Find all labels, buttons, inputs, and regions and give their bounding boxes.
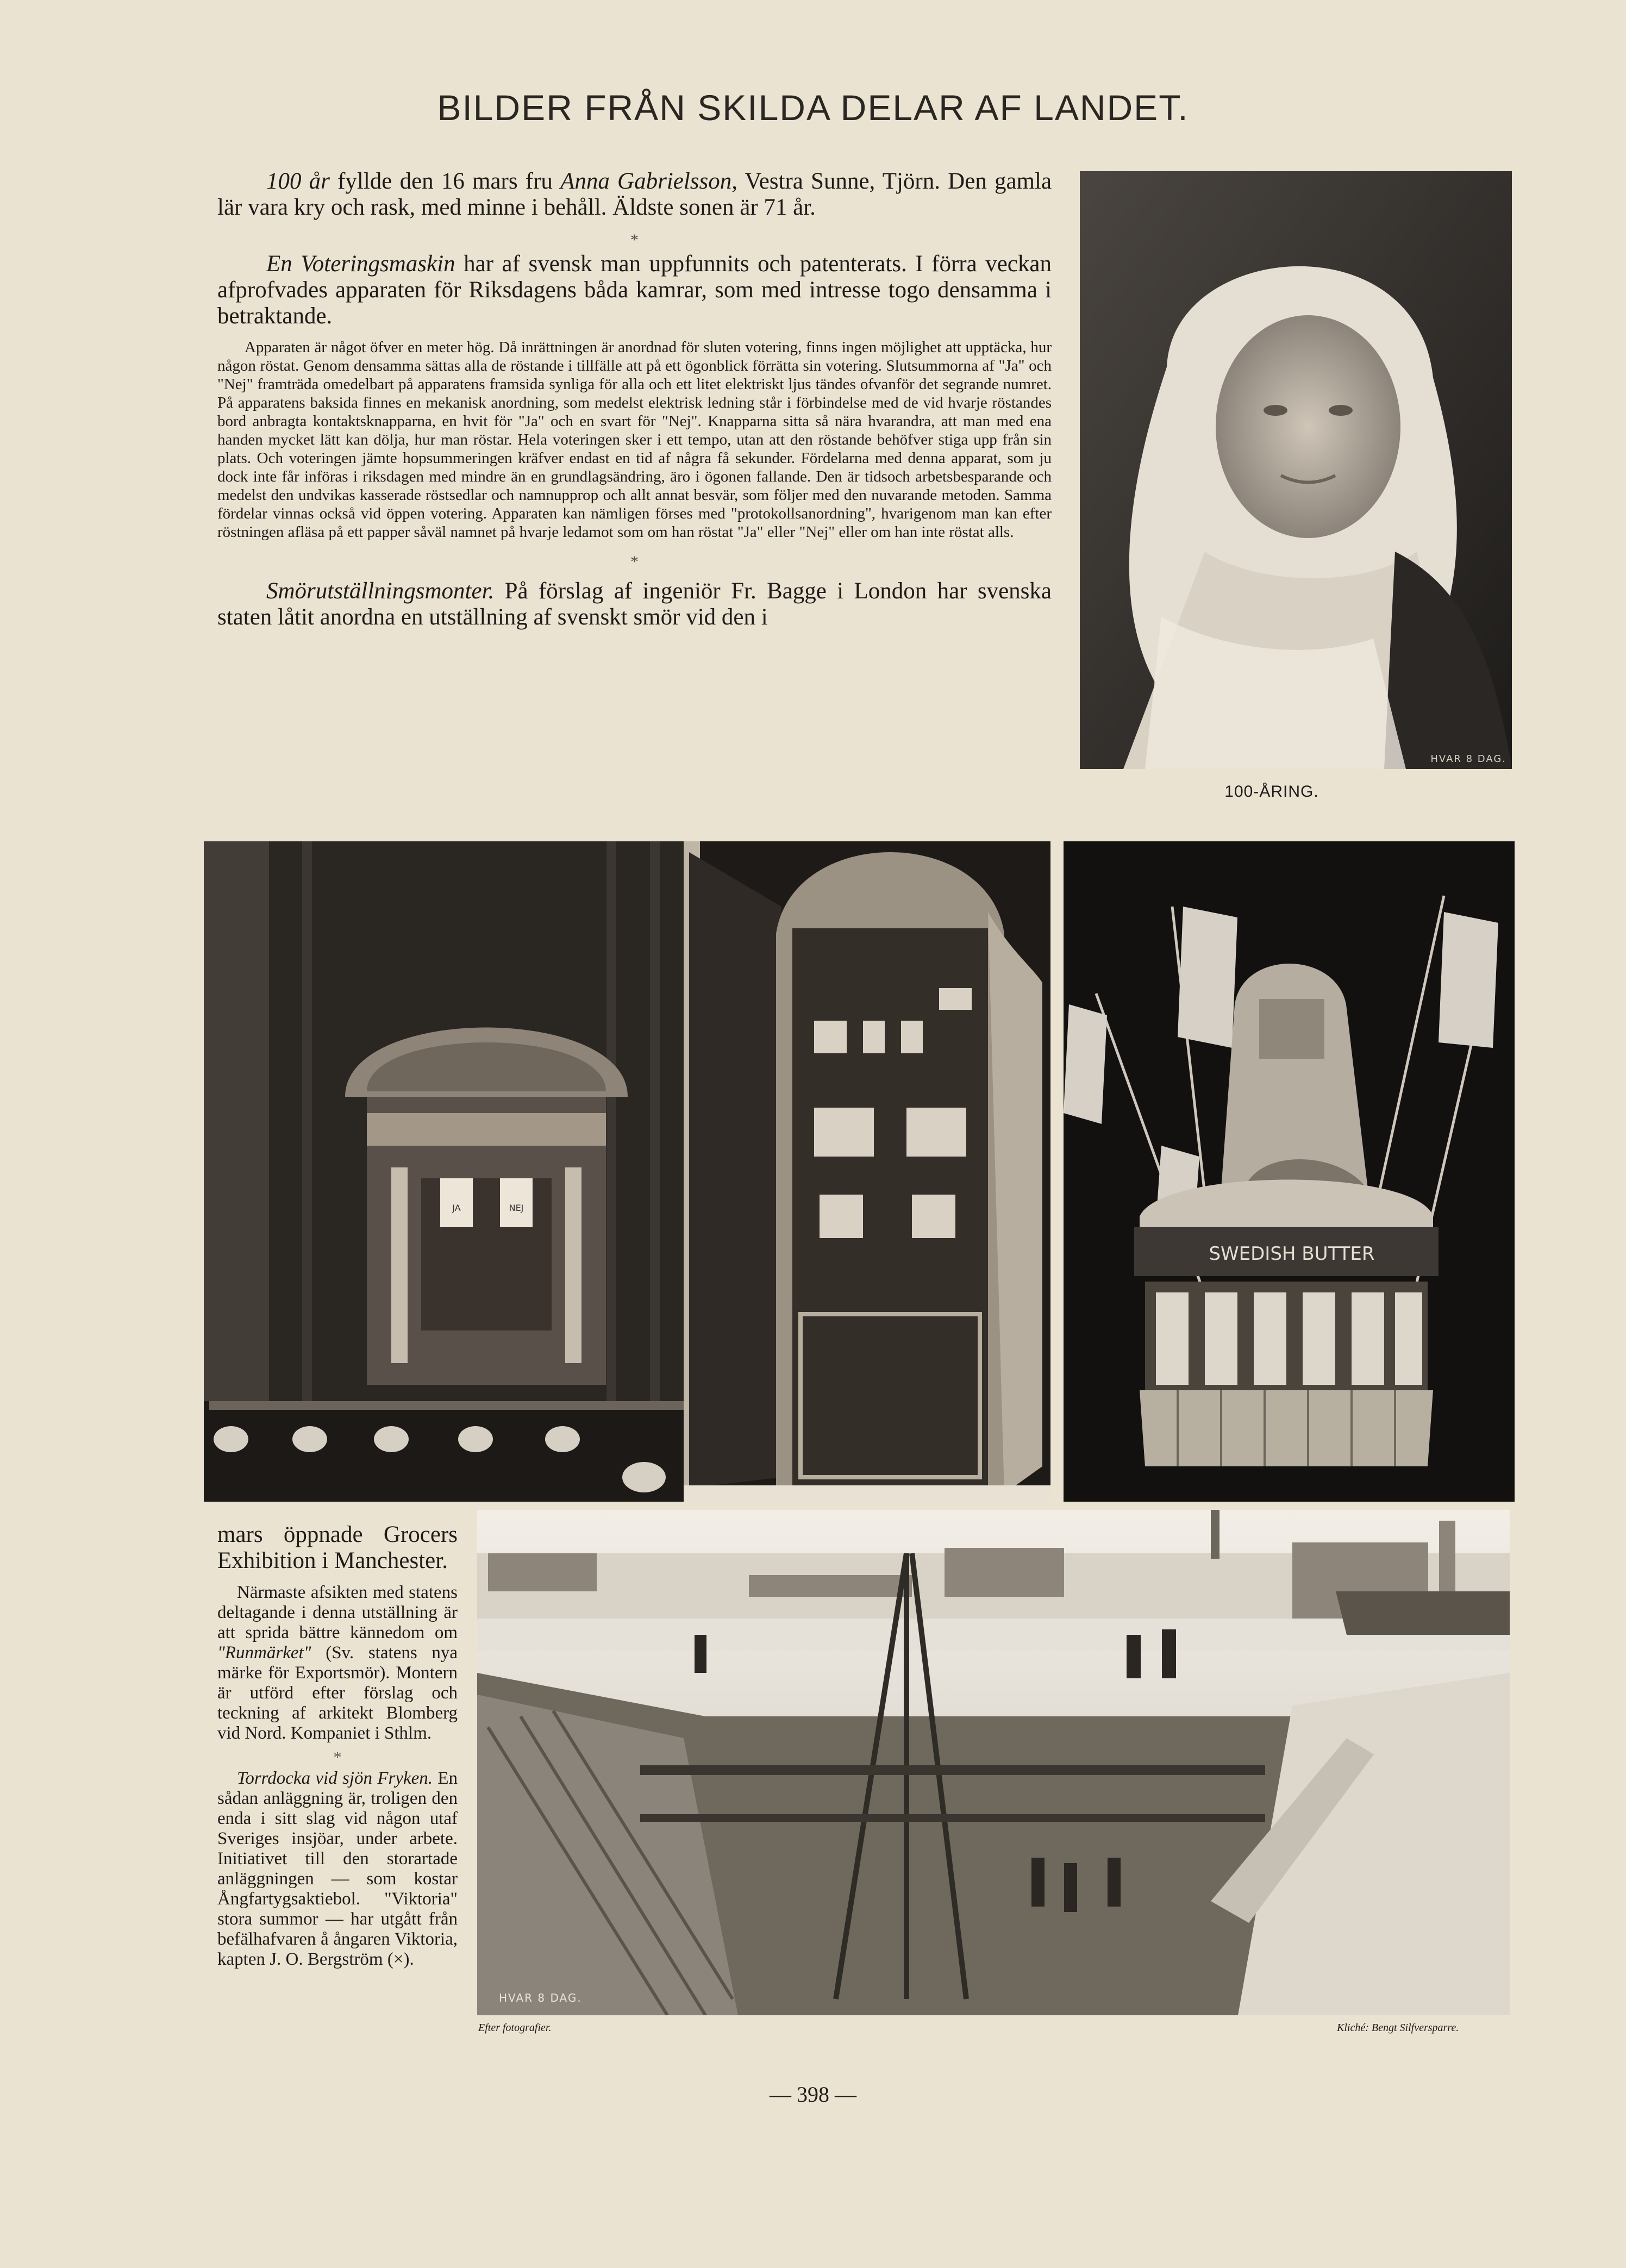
portrait-photo-centenarian <box>1080 171 1512 769</box>
article-centenarian-lead: 100 år <box>266 168 330 194</box>
machine-label-ja: JA <box>452 1203 461 1213</box>
article-butter-detail-a: Närmaste afsikten med statens deltagande i denna utställning är att sprida bättre kännedom om <box>217 1583 458 1642</box>
separator-star: * <box>630 231 639 249</box>
text-column-bottom <box>217 1522 458 1973</box>
photo-butter-exhibition-booth <box>1064 841 1515 1502</box>
article-voting-detail <box>217 338 1052 541</box>
text-column-top <box>217 168 1052 639</box>
article-voting-machine <box>217 251 1052 329</box>
cliche-credit: Kliché: Bengt Silfversparre. <box>1337 2022 1459 2034</box>
watermark: HVAR 8 DAG. <box>499 1991 582 2004</box>
article-voting-detail-text: Apparaten är något öfver en meter hög. Då inrättningen är anordnad för sluten votering, finns ingen möjlighet att upptäcka, hur någon röstat. Genom densamma sättas alla de röstande i tillfälle att på ett ögonblick förrätta sin votering. Slutsummorna af "Ja" och "Nej" framträda omedelbart på apparatens framsida synliga för alla och ett litet elektriskt ljus tändes ofvanför det segrande numret. På apparatens baksida finnes en mekanisk anordning, som medelst elektrisk ledning står i förbindelse med de vid hvarje röstandes bord anbragta kontaktsknapparna, en hvit för "Ja" och en svart för "Nej". Knapparna sitta så nära hvarandra, att man med ena handen mycket lätt kan dölja, hur man röstar. Hela voteringen sker i ett tempo, utan att den röstande behöfver stiga upp från sin plats. Och voteringen jämte hopsummeringen kräfver endast en tid af några få sekunder. Fördelarna med denna apparat, som ju dock inte får införas i riksdagen med mindre än en grundlagsändring, äro i ögonen fallande. Den är tidsoch arbetsbesparande och medelst den undvikas kasserade röstsedlar och namnupprop och allt annat besvär, som följer med den nuvarande metoden. Samma fördelar vinnas också vid öppen votering. Apparaten kan nämligen förses med "protokollsanordning", hvarigenom man kan efter röstningen afläsa på ett papper såväl namnet på hvarje ledamot som om han röstat "Ja" eller "Nej" eller om han inte röstat alls. <box>217 339 1052 541</box>
article-butter-detail <box>217 1583 458 1744</box>
article-centenarian-name: Anna Gabrielsson, <box>560 168 738 194</box>
watermark: HVAR 8 DAG. <box>1430 753 1506 765</box>
article-voting-lead: En Voteringsmaskin <box>266 251 455 277</box>
photo-voting-machine-front <box>204 841 693 1502</box>
article-butter-booth <box>217 578 1052 630</box>
page-title: BILDER FRÅN SKILDA DELAR AF LANDET. <box>437 88 1189 128</box>
article-butter-lead: Smörutställningsmonter. <box>266 578 495 604</box>
article-dry-dock-lead: Torrdocka vid sjön Fryken. <box>237 1769 433 1788</box>
machine-label-nej: NEJ <box>509 1203 524 1213</box>
portrait-caption: 100-ÅRING. <box>1224 783 1319 801</box>
article-centenarian-text: fyllde den 16 mars fru <box>329 168 561 194</box>
article-centenarian-rest: Vestra Sunne, Tjörn. Den gamla lär vara kry och rask, med minne i behåll. Äldste sonen är 71 år. <box>217 168 1052 220</box>
photo-voting-machine-open <box>684 841 1050 1502</box>
page-number: — 398 — <box>770 2082 856 2107</box>
article-butter-text: På förslag af ingeniör Fr. Bagge i London har svenska staten låtit anordna en utställning af svenskt smör vid den i <box>217 578 1052 630</box>
article-butter-detail-runmarket: "Runmärket" <box>217 1643 311 1663</box>
booth-sign: SWEDISH BUTTER <box>1209 1243 1375 1265</box>
article-butter-continued: mars öppnade Grocers Exhibition i Manchester. <box>217 1522 458 1573</box>
article-centenarian <box>217 168 1052 221</box>
separator-star: * <box>630 553 639 571</box>
article-voting-text: har af svensk man uppfunnits och patenterats. I förra veckan afprofvades apparaten för Riksdagens båda kamrar, som med intresse togo densamma i betraktande. <box>217 251 1052 329</box>
photo-credit: Efter fotografier. <box>478 2022 552 2034</box>
separator-star: * <box>333 1748 342 1766</box>
photo-dry-dock-fryken <box>477 1510 1510 2015</box>
article-dry-dock-text: En sådan anläggning är, troligen den enda i sitt slag vid någon utaf Sveriges insjöar, under arbete. Initiativet till den storartade anläggningen — som kostar Ångfartygsaktiebol. "Viktoria" stora summor — har utgått från befälhafvaren å ångaren Viktoria, kapten J. O. Bergström (×). <box>217 1769 458 1969</box>
article-dry-dock <box>217 1769 458 1970</box>
article-butter-detail-b: (Sv. statens nya märke för Exportsmör). Montern är utförd efter förslag och teckning af arkitekt Blomberg vid Nord. Kompaniet i Sthlm. <box>217 1643 458 1743</box>
